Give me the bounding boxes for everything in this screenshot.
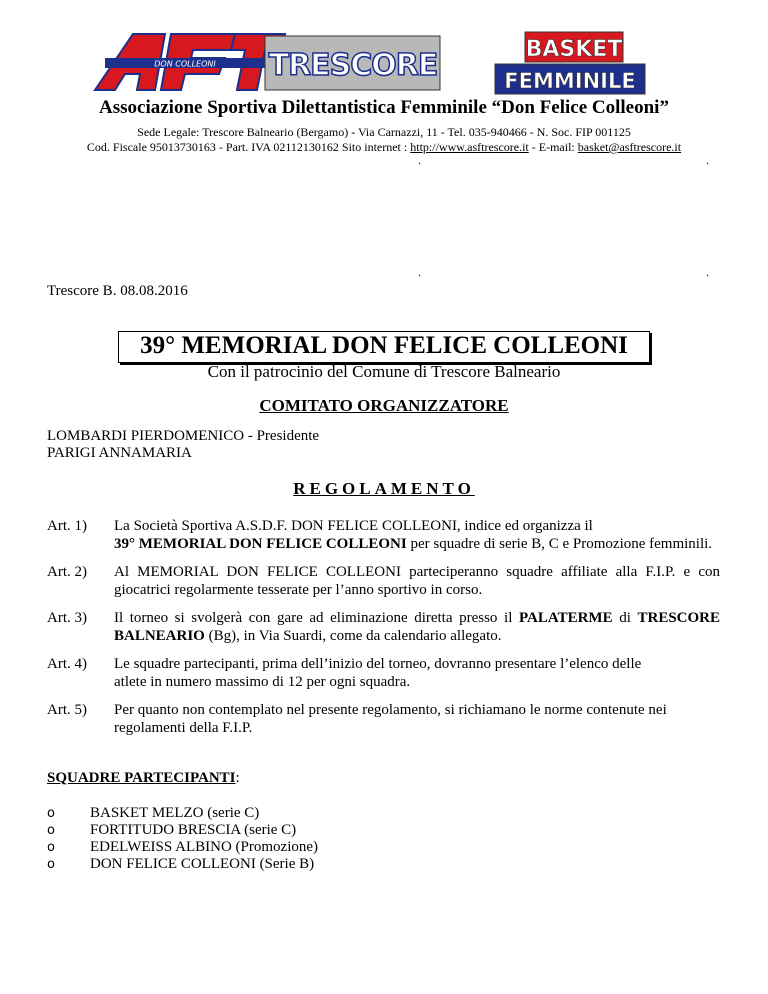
team-item xyxy=(47,839,318,856)
team-name: FORTITUDO BRESCIA (serie C) xyxy=(90,822,297,838)
article-text-part: per squadre di serie B, C e Promozione femminili. xyxy=(406,536,713,552)
team-item xyxy=(47,805,259,822)
article-text-part: La Società Sportiva A.S.D.F. DON FELICE COLLEONI, indice ed organizza il xyxy=(114,518,593,534)
article-text-part: Il torneo si svolgerà con gare ad eliminazione diretta presso il xyxy=(114,610,519,626)
logo-femminile-text: FEMMINILE xyxy=(504,69,636,93)
logo-basket-text: BASKET xyxy=(525,37,623,62)
committee-member: LOMBARDI PIERDOMENICO - Presidente xyxy=(47,428,320,444)
organization-name: Associazione Sportiva Dilettantistica Femminile “Don Felice Colleoni” xyxy=(99,97,669,118)
document-date: Trescore B. 08.08.2016 xyxy=(47,283,188,299)
committee-member: PARIGI ANNAMARIA xyxy=(47,445,192,461)
article-bold-part: TRESCORE BALNEARIO xyxy=(114,610,721,644)
separator-dot: . xyxy=(418,265,421,279)
patronage-line: Con il patrocinio del Comune di Trescore Balneario xyxy=(207,362,561,381)
article-text: Per quanto non contemplato nel presente regolamento, si richiamano le norme contenute nei regolamenti della F.I.P. xyxy=(114,702,667,736)
article-bold-part: PALATERME xyxy=(518,610,613,626)
article-4 xyxy=(47,655,667,691)
teams-heading xyxy=(47,770,240,787)
bullet-icon: o xyxy=(47,840,55,855)
fiscal-prefix: Cod. Fiscale 95013730163 - Part. IVA 02112130162 Sito internet : xyxy=(86,140,411,154)
separator-dot: . xyxy=(706,265,709,279)
asf-logo xyxy=(95,34,285,90)
article-text xyxy=(114,609,720,645)
article-2 xyxy=(47,563,720,599)
document-title: 39° MEMORIAL DON FELICE COLLEONI xyxy=(140,332,628,359)
basket-femminile-logo xyxy=(495,32,645,94)
bullet-icon: o xyxy=(47,823,55,838)
article-number: Art. 4) xyxy=(47,656,87,672)
article-3 xyxy=(47,609,720,645)
bullet-icon: o xyxy=(47,806,55,821)
fiscal-info xyxy=(0,140,768,155)
separator-dot: . xyxy=(418,153,421,167)
team-name: BASKET MELZO (serie C) xyxy=(90,805,260,821)
separator-dot: . xyxy=(706,153,709,167)
article-1 xyxy=(47,517,720,553)
article-number: Art. 1) xyxy=(47,518,87,534)
website-link[interactable]: http://www.asftrescore.it xyxy=(410,140,529,154)
team-item xyxy=(47,822,296,839)
email-label: - E-mail: xyxy=(528,140,578,154)
teams-heading-text: SQUADRE PARTECIPANTI xyxy=(47,770,236,786)
article-text-part: di xyxy=(612,610,638,626)
logo-sub-text: DON COLLEONI xyxy=(154,59,216,69)
article-5 xyxy=(47,701,667,737)
trescore-logo xyxy=(265,36,440,90)
logo-trescore-text: TRESCORE xyxy=(268,48,438,83)
team-name: DON FELICE COLLEONI (Serie B) xyxy=(90,856,315,872)
club-logo xyxy=(85,28,725,98)
email-link[interactable]: basket@asftrescore.it xyxy=(577,140,682,154)
article-number: Art. 2) xyxy=(47,564,87,580)
team-item xyxy=(47,856,314,873)
teams-heading-colon: : xyxy=(235,770,240,786)
article-text xyxy=(114,517,720,553)
article-bold-part: 39° MEMORIAL DON FELICE COLLEONI xyxy=(114,536,407,552)
article-number: Art. 3) xyxy=(47,610,87,626)
article-text: Le squadre partecipanti, prima dell’inizio del torneo, dovranno presentare l’elenco delle atlete in numero massimo di 12 per ogni squadra. xyxy=(114,656,642,690)
article-number: Art. 5) xyxy=(47,702,87,718)
committee-heading: COMITATO ORGANIZZATORE xyxy=(259,396,509,415)
team-name: EDELWEISS ALBINO (Promozione) xyxy=(90,839,319,855)
sede-legale: Sede Legale: Trescore Balneario (Bergamo) - Via Carnazzi, 11 - Tel. 035-940466 - N. Soc. FIP 001125 xyxy=(137,125,631,139)
regolamento-heading: REGOLAMENTO xyxy=(293,479,475,498)
article-text-part: (Bg), in Via Suardi, come da calendario allegato. xyxy=(204,628,502,644)
article-text: Al MEMORIAL DON FELICE COLLEONI parteciperanno squadre affiliate alla F.I.P. e con giocatrici regolarmente tesserate per l’anno sportivo in corso. xyxy=(114,564,720,598)
bullet-icon: o xyxy=(47,857,55,872)
